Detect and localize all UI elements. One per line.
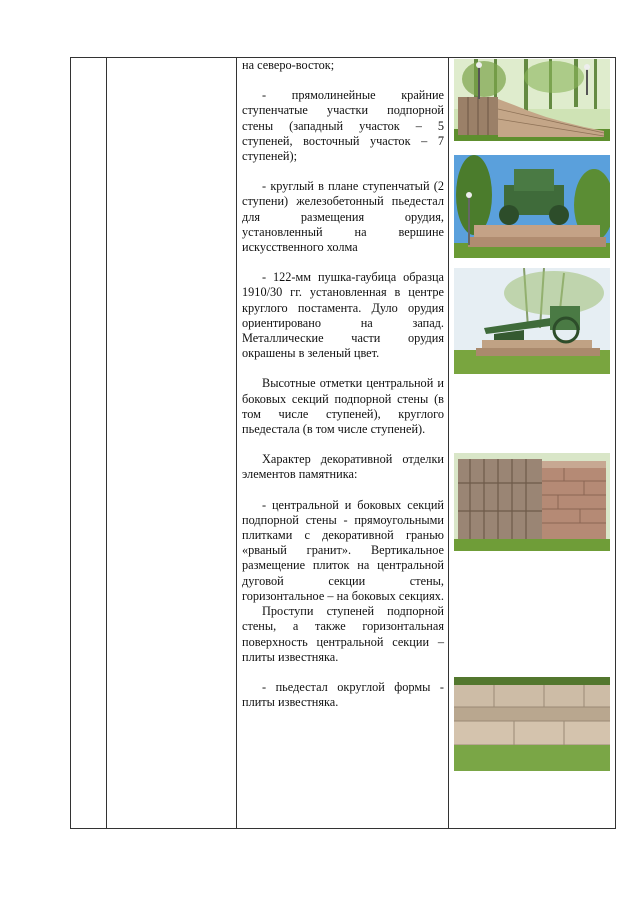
paragraph-7: - центральной и боковых секций подпорной стены - прямоугольными плитками с декоративной гранью «рваный гранит». Вертикальное размещение плиток на центральной дуговой секции стены, горизонтальное – на боковых секциях. <box>242 497 444 603</box>
paragraph-8: Проступи ступеней подпорной стены, а также горизонтальная поверхность центральной секции – плиты известняка. <box>242 604 444 664</box>
photo-gun-on-pedestal <box>454 155 610 258</box>
paragraph-9: - пьедестал округлой формы - плиты известняка. <box>242 679 444 710</box>
photo-wall-cladding <box>454 453 610 551</box>
table-border-col2 <box>236 57 237 829</box>
description-cell <box>242 58 444 725</box>
photo-limestone-steps <box>454 677 610 771</box>
paragraph-4: - 122-мм пушка-гаубица образца 1910/30 гг. установленная в центре круглого постамента. Дуло орудия ориентировано на запад. Металлические части орудия окрашены в зеленый цвет. <box>242 270 444 361</box>
paragraph-1: на северо-восток; <box>242 58 335 72</box>
paragraph-6: Характер декоративной отделки элементов памятника: <box>242 452 444 482</box>
paragraph-2: - прямолинейные крайние ступенчатые участки подпорной стены (западный участок – 5 ступеней, восточный участок – 7 ступеней); <box>242 88 444 164</box>
table-border-col1 <box>106 57 107 829</box>
table-border-col3 <box>448 57 449 829</box>
photo-gun-side-view <box>454 268 610 374</box>
table-border-bottom <box>70 828 616 829</box>
photo-retaining-wall-steps <box>454 59 610 141</box>
paragraph-3: - круглый в плане ступенчатый (2 ступени) железобетонный пьедестал для размещения орудия, установленный на вершине искусственного холма <box>242 179 444 255</box>
paragraph-5: Высотные отметки центральной и боковых секций подпорной стены (в том числе ступеней), круглого пьедестала (в том числе ступеней). <box>242 376 444 437</box>
table-border-left <box>70 57 71 829</box>
table-border-right <box>615 57 616 829</box>
